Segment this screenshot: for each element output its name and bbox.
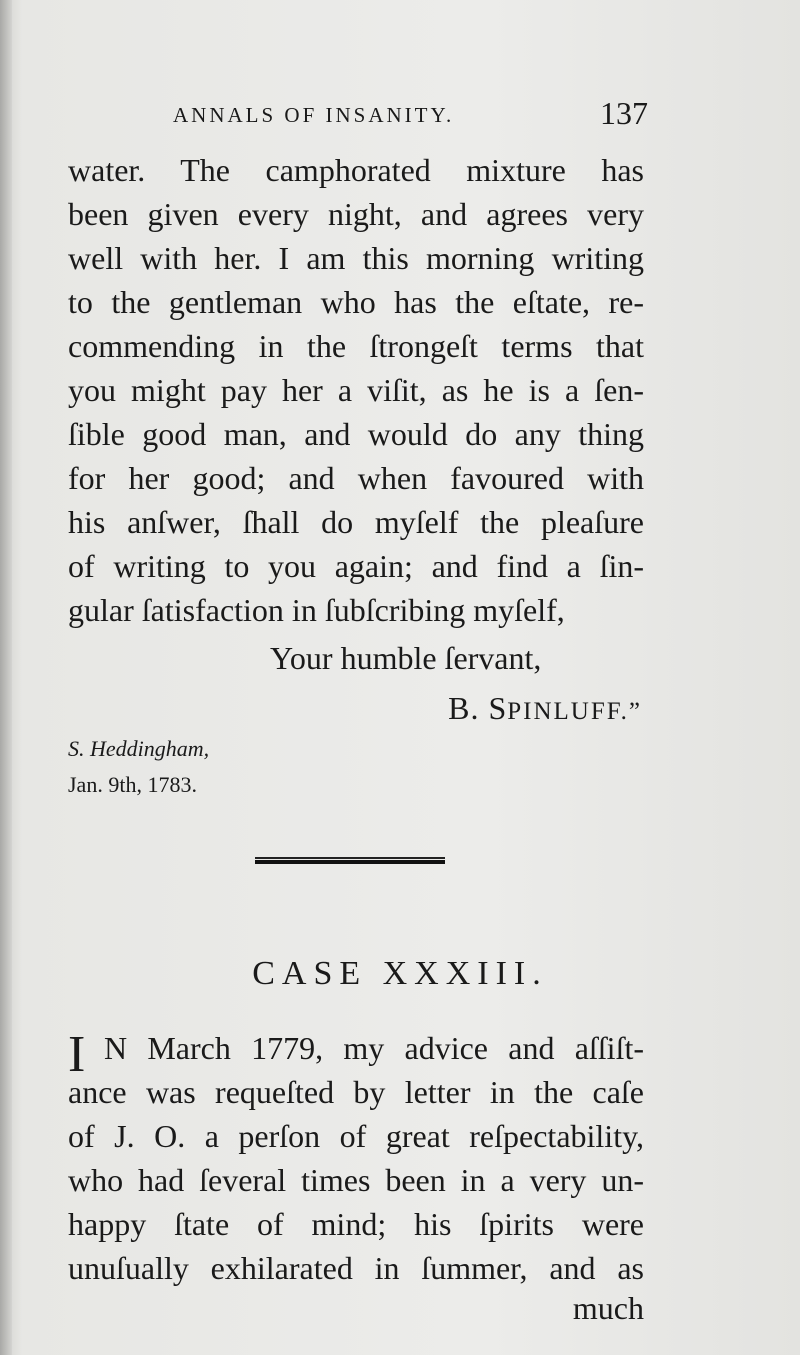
case-line: who had ſeveral times been in a very un- (68, 1162, 644, 1198)
catchword: much (572, 1290, 644, 1326)
case-heading: CASE XXXIII. (252, 955, 548, 992)
letter-line: you might pay her a viſit, as he is a ſen- (68, 372, 644, 408)
letter-line: been given every night, and agrees very (68, 196, 644, 232)
case-line: unuſually exhilarated in ſummer, and as (68, 1250, 644, 1286)
letter-line: commending in the ſtrongeſt terms that (68, 328, 644, 364)
letter-date: Jan. 9th, 1783. (68, 772, 197, 797)
running-head (68, 95, 648, 145)
letter-signature: B. SPINLUFF.” (448, 690, 642, 726)
letter-closing: Your humble ſervant, (270, 640, 542, 676)
letter-line: for her good; and when favoured with (68, 460, 644, 496)
case-line: happy ſtate of mind; his ſpirits were (68, 1206, 644, 1242)
letter-line: water. The camphorated mixture has (68, 152, 644, 188)
case-line: N March 1779, my advice and aſſiſt- (104, 1030, 644, 1066)
letter-place: S. Heddingham, (68, 736, 210, 761)
page-number: 137 (600, 95, 648, 131)
letter-line: to the gentleman who has the eſtate, re- (68, 284, 644, 320)
letter-line: of writing to you again; and find a ſin- (68, 548, 644, 584)
page-gutter-shadow (0, 0, 12, 1355)
case-dropcap: I (68, 1026, 86, 1083)
running-head-title: ANNALS OF INSANITY. (173, 103, 455, 127)
letter-line: his anſwer, ſhall do myſelf the pleaſure (68, 504, 644, 540)
letter-line: gular ſatisfaction in ſubſcribing myſelf, (68, 592, 565, 628)
case-line: of J. O. a perſon of great reſpectability, (68, 1118, 644, 1154)
letter-line: well with her. I am this morning writing (68, 240, 644, 276)
letter-line: ſible good man, and would do any thing (68, 416, 644, 452)
case-line: ance was requeſted by letter in the caſe (68, 1074, 644, 1110)
section-divider-rule (255, 857, 445, 865)
